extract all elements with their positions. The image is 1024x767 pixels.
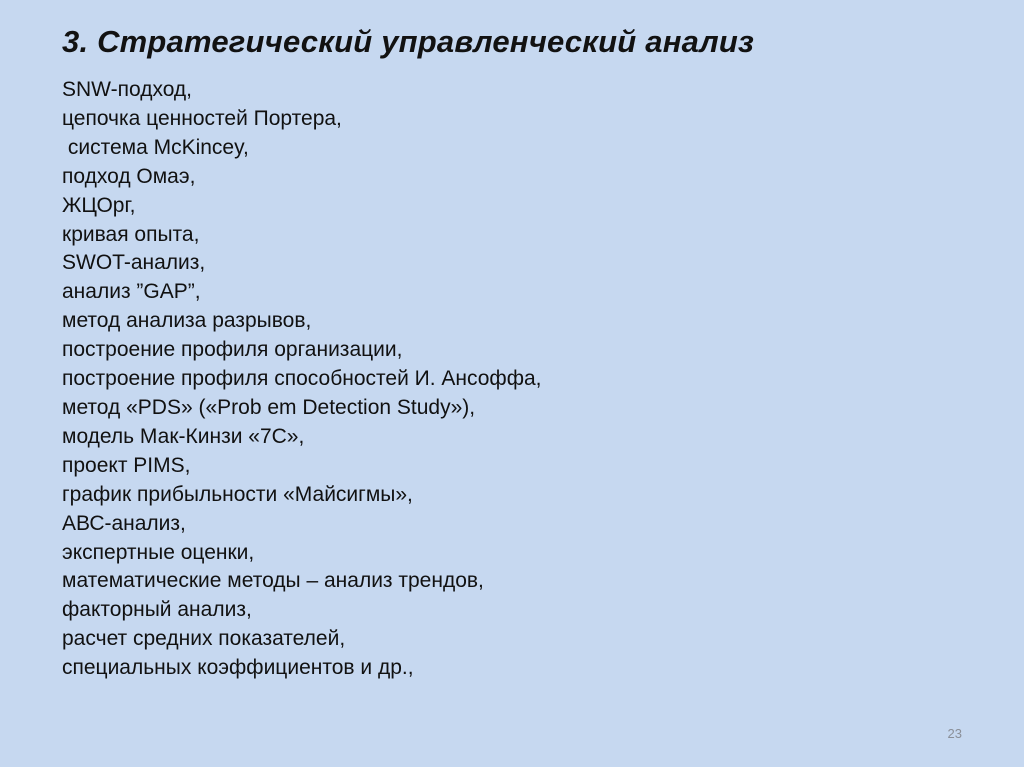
- list-item: построение профиля способностей И. Ансоффа,: [62, 367, 542, 391]
- list-item: анализ ”GAP”,: [62, 280, 201, 304]
- list-item: подход Омаэ,: [62, 164, 196, 188]
- list-item: экспертные оценки,: [62, 540, 255, 564]
- method-list: [62, 76, 542, 683]
- list-item: метод анализа разрывов,: [62, 309, 312, 333]
- list-item: метод «PDS» («Prob em Detection Study»),: [62, 395, 476, 419]
- page-number: 23: [947, 726, 962, 741]
- list-item: математические методы – анализ трендов,: [62, 569, 484, 593]
- list-item: построение профиля организации,: [62, 338, 403, 362]
- list-item: АВС-анализ,: [62, 511, 186, 535]
- list-item: SWOT-анализ,: [62, 251, 206, 275]
- list-item: модель Мак-Кинзи «7С»,: [62, 424, 305, 448]
- list-item: система McKincey,: [62, 135, 249, 159]
- list-item: расчет средних показателей,: [62, 627, 346, 651]
- list-item: ЖЦОрг,: [62, 193, 136, 217]
- list-item: факторный анализ,: [62, 598, 252, 622]
- list-item: график прибыльности «Майсигмы»,: [62, 482, 413, 506]
- list-item: проект PIMS,: [62, 453, 191, 477]
- list-item: цепочка ценностей Портера,: [62, 106, 342, 130]
- list-item: кривая опыта,: [62, 222, 200, 246]
- slide-title: 3. Стратегический управленческий анализ: [62, 24, 755, 59]
- list-item: SNW-подход,: [62, 78, 193, 101]
- list-item: специальных коэффициентов и др.,: [62, 656, 414, 680]
